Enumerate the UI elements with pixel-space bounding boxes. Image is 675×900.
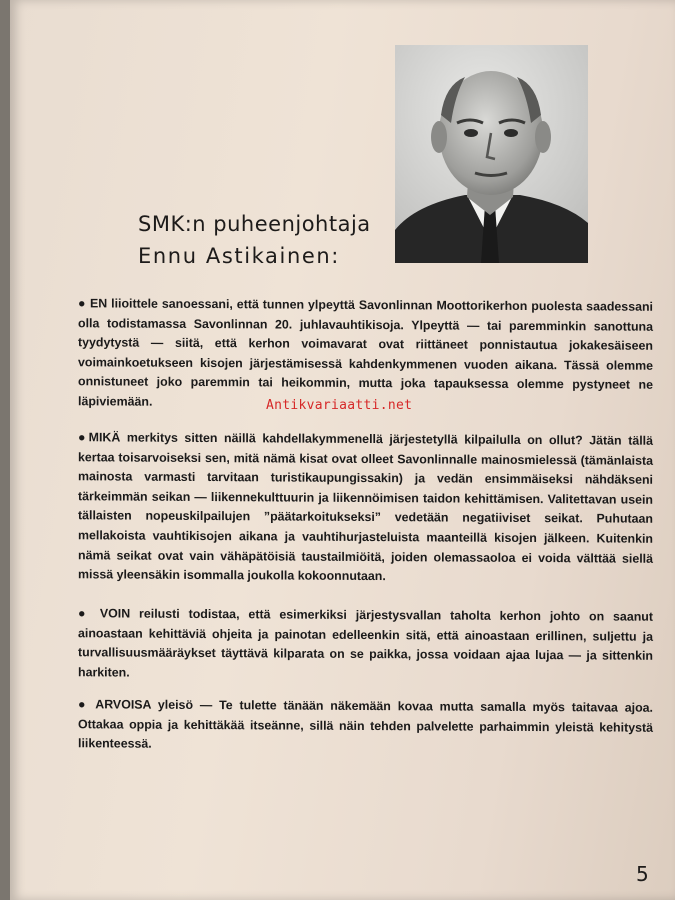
paragraph-text: liioittele sanoessani, että tunnen ylpeyttä Savonlinnan Moottorikerhon puolesta saadessani olla todistamassa Savonlinnan 20. juhlavauhtikisoja. Ylpeyttä — tai paremminkin sanottuna tyydytystä — siitä, että kerhon voimavarat ovat riittäneet ponnistautua jokakesäiseen voimainkoetukseen kisojen järjestämisessä kahdenkymmenen vuoden aikana. Tässä olemme onnistuneet joko paremmin tai heikommin, mutta joka tapauksessa olemme pystyneet ne läpiviemään.: [78, 296, 653, 409]
paragraph-text: reilusti todistaa, että esimerkiksi järjestysvallan taholta kerhon johto on saanut ainoastaan kehittäviä ohjeita ja painotan edelleenkin sitä, että ainoastaan erillinen, suljettu ja turvallisuusmääräykset täyttävä kilparata on se paikka, jossa voidaan ajaa lujaa — ja sittenkin harkiten.: [78, 606, 653, 680]
page-number: 5: [636, 862, 649, 886]
paragraph: [78, 695, 653, 757]
paragraph-lead: ● EN: [78, 296, 108, 311]
watermark-text: Antikvariaatti.net: [266, 398, 413, 413]
paragraph-lead: ● VOIN: [78, 606, 131, 621]
paragraph: [78, 428, 653, 588]
paragraph-lead: ● ARVOISA: [78, 696, 152, 712]
paragraph-lead: ●MIKÄ: [78, 429, 121, 445]
paragraph-text: yleisö — Te tulette tänään näkemään kovaa mutta samalla myös taitavaa ajoa. Ottakaa oppia ja kehittäkää itseänne, sillä näin tehden palvelette parhaimmin yleistä kehitystä liikenteessä.: [78, 697, 653, 751]
booklet-page: [10, 0, 675, 900]
article-body: [78, 296, 653, 771]
paragraph: [78, 605, 653, 687]
paragraph-text: merkitys sitten näillä kahdellakymmenellä järjestetyllä kilpailulla on ollut? Jätän tällä kertaa toisarvoiseksi sen, mitä nämä kisat ovat olleet Savonlinnalle mainosmielessä (tämänlaista mainosta varmasti tarvitaan turistikaupungissakin) ja vedän ensimmäiseksi nähdäkseni tärkeimmän seikan — liikennekulttuurin ja liikennöimisen taidon kehittämisen. Valitettavan usein tällaisten nopeuskilpailujen ”päätarkoitukseksi” vedetään negatiiviset seikat. Puhutaan mellakoista vauhtikisojen aikana ja vauhtihurjasteluista maanteillä kisojen jälkeen. Kuitenkin nämä seikat ovat vain vähäpätöisiä taustailmiöitä, joiden olemassaoloa ei voida välttää siellä missä yleensäkin isommalla joukolla kokoonnutaan.: [78, 430, 653, 583]
heading-name: Ennu Astikainen:: [138, 244, 340, 268]
heading-title: SMK:n puheenjohtaja: [138, 212, 371, 236]
portrait-photo: [395, 45, 588, 263]
